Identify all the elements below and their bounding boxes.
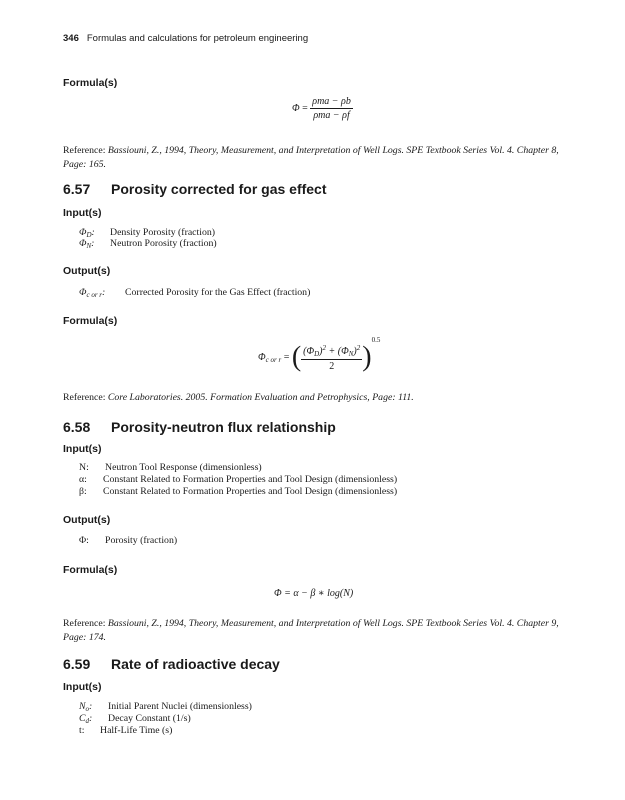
reference-text: Bassiouni, Z., 1994, Theory, Measurement, and Interpretation of Well Logs. SPE Textbook Series Vol. 4. Chapter 9, Page: 174. [63,618,559,643]
input-row: $\Phi_D$: [79,227,95,239]
formula-denominator: ρma − ρf [313,110,350,121]
formula-lhs: Φ [292,102,300,114]
reference-label: Reference: [63,145,106,156]
input-desc: Half-Life Time (s) [100,725,173,736]
section-heading-658 [63,419,336,435]
input-row: $\Phi_N$: [79,238,95,250]
outputs-heading: Output(s) [63,265,111,277]
output-row: $\Phi_{c or r}$: [79,287,106,299]
input-desc: Constant Related to Formation Properties and Tool Design (dimensionless) [103,486,398,497]
input-desc: Neutron Tool Response (dimensionless) [105,462,262,473]
input-desc: Density Porosity (fraction) [110,227,216,238]
outputs-heading: Output(s) [63,514,111,526]
input-sym: β: [79,486,87,497]
reference-top [63,144,568,171]
section-heading-659 [63,656,280,672]
reference-658 [63,617,568,644]
formula-numerator: ρma − ρb [312,96,351,107]
input-sym: t: [79,725,85,736]
section-title: Porosity corrected for gas effect [111,181,327,197]
output-desc: Porosity (fraction) [105,535,178,546]
inputs-heading: Input(s) [63,207,102,219]
formula-denominator: 2 [329,360,335,372]
reference-657 [63,391,568,405]
input-desc: Constant Related to Formation Properties and Tool Design (dimensionless) [103,474,398,485]
formula-heading: Formula(s) [63,564,118,576]
section-number: 6.59 [63,656,91,672]
reference-text: Core Laboratories. 2005. Formation Evaluation and Petrophysics, Page: 111. [107,392,414,403]
formula-density-porosity [292,96,353,121]
formula-fraction [310,96,353,121]
input-desc: Decay Constant (1/s) [108,713,191,724]
formula-fraction: $\frac{(\Phi_D)^2 + (\Phi_N)^2}{2}$ [303,343,361,372]
input-desc: Neutron Porosity (fraction) [110,238,217,249]
inputs-heading: Input(s) [63,443,102,455]
inputs-heading: Input(s) [63,681,102,693]
formula-corrected-porosity: $\Phi_{c or r}$ = ( $\frac{(\Phi_D)^2 + (\Phi_N)^2}{2}$ )$^{0.5}$ [258,336,381,373]
input-sym: N: [79,462,89,473]
input-desc: Initial Parent Nuclei (dimensionless) [108,701,252,712]
reference-label: Reference: [63,392,106,403]
output-desc: Corrected Porosity for the Gas Effect (fraction) [125,287,311,298]
input-row: $N_o$: [79,701,93,713]
reference-label: Reference: [63,618,106,629]
section-number: 6.58 [63,419,91,435]
section-title: Porosity-neutron flux relationship [111,419,336,435]
formula-heading: Formula(s) [63,77,118,89]
output-sym: Φ: [79,535,89,546]
input-row: $C_d$: [79,713,93,725]
running-title: Formulas and calculations for petroleum engineering [86,33,309,44]
section-title: Rate of radioactive decay [111,656,280,672]
formula-neutron-flux: Φ = α − β ∗ log(N) [274,588,354,599]
formula-eq: = [302,102,308,114]
section-heading-657 [63,181,327,197]
input-sym: α: [79,474,87,485]
running-header [63,33,308,44]
page-number: 346 [63,33,79,44]
section-number: 6.57 [63,181,91,197]
formula-heading: Formula(s) [63,315,118,327]
formula-exponent: 0.5 [371,336,381,344]
reference-text: Bassiouni, Z., 1994, Theory, Measurement, and Interpretation of Well Logs. SPE Textbook Series Vol. 4. Chapter 8, Page: 165. [63,145,559,170]
